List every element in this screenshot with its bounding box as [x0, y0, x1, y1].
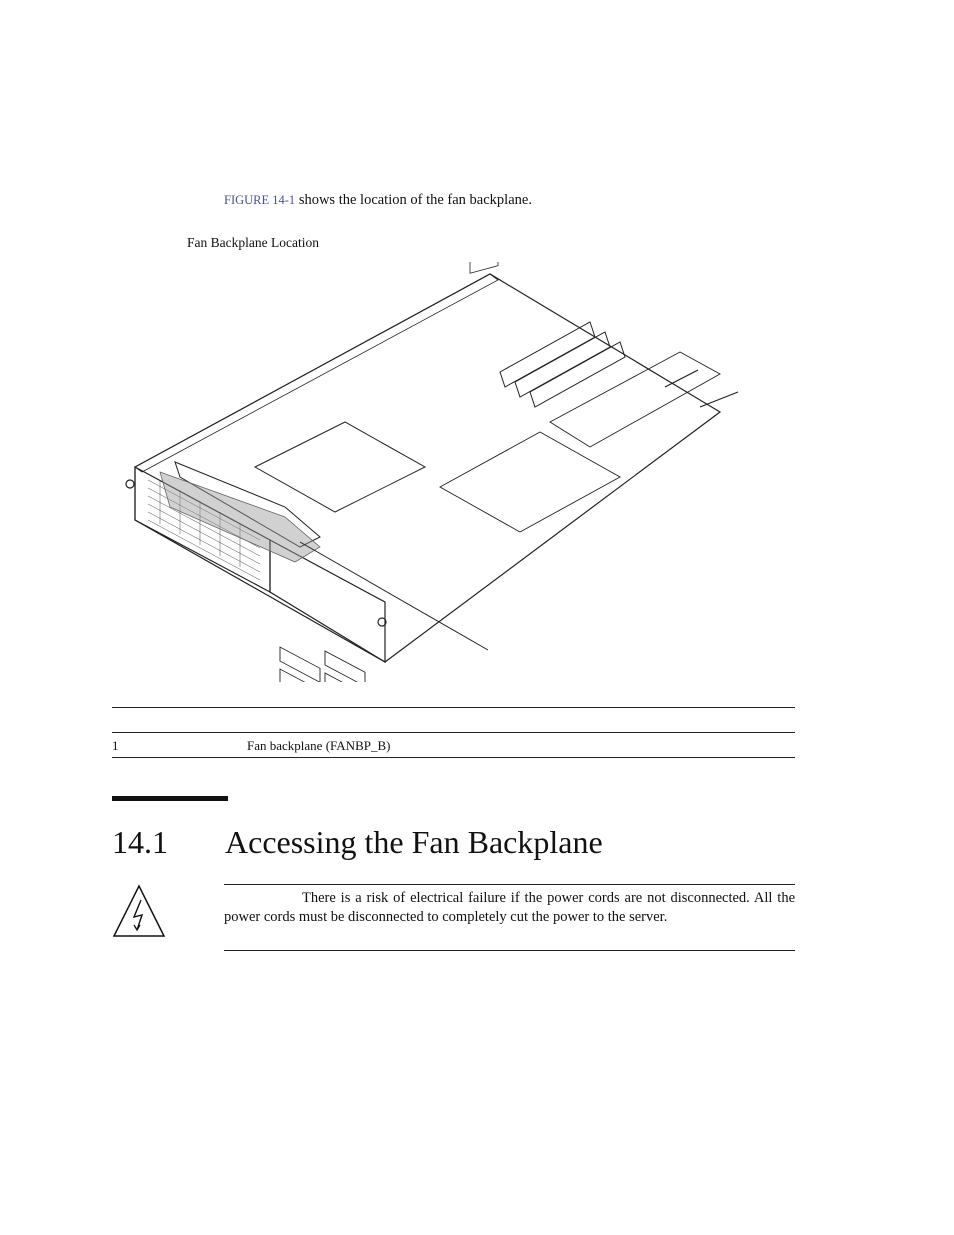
pci-risers — [500, 322, 625, 407]
caution-top-rule — [224, 884, 795, 885]
section-number: 14.1 — [112, 824, 168, 860]
air-duct — [255, 422, 425, 512]
memory-area — [440, 432, 620, 532]
callout-leader-line — [300, 542, 488, 650]
caution-bottom-rule — [224, 950, 795, 951]
psu-handle-2 — [700, 392, 738, 407]
heatsink — [470, 262, 498, 273]
section-heading-bar — [112, 796, 228, 801]
section-title: Accessing the Fan Backplane — [225, 824, 603, 860]
drive-bays — [280, 647, 365, 682]
electrical-hazard-icon — [112, 884, 166, 938]
callout-table-top-rule — [112, 707, 795, 708]
callout-table-bottom-rule — [112, 757, 795, 758]
caution-message: There is a risk of electrical failure if the power cords are not disconnected. All the power cords must be disconnected to completely cut the power to the server. — [224, 890, 795, 925]
callout-number: 1 — [112, 738, 119, 753]
chassis-outline — [135, 274, 720, 662]
callout-description: Fan backplane (FANBP_B) — [247, 738, 391, 753]
psu-handle-1 — [665, 370, 698, 387]
intro-paragraph — [224, 192, 532, 209]
bezel-thumbscrew-left — [126, 480, 134, 488]
figure-xref-link[interactable]: FIGURE 14-1 — [224, 193, 296, 207]
callout-table-header-rule — [112, 732, 795, 733]
intro-text: shows the location of the fan backplane. — [295, 192, 532, 208]
chassis-top-edge — [135, 274, 498, 472]
server-chassis-illustration — [120, 262, 760, 682]
figure-title: Fan Backplane Location — [187, 235, 319, 250]
caution-text — [224, 889, 795, 927]
